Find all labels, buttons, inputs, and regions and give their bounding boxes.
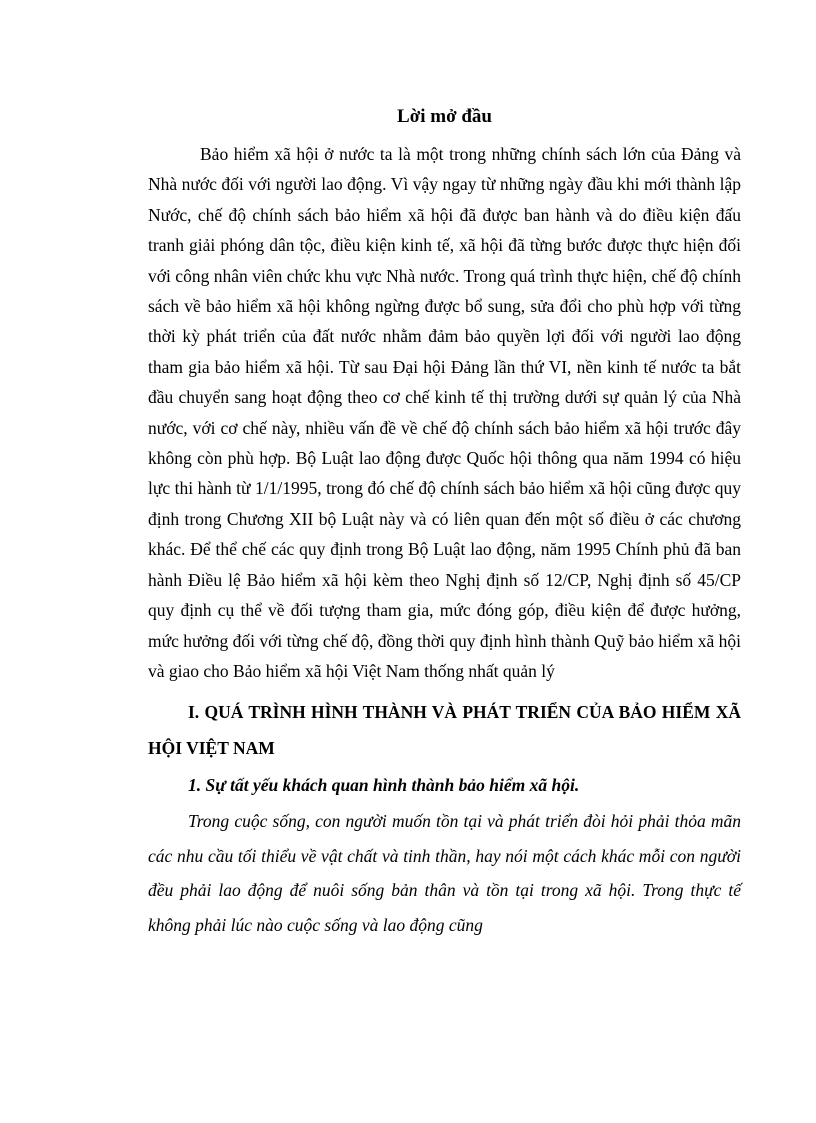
- intro-paragraph: Bảo hiểm xã hội ở nước ta là một trong những chính sách lớn của Đảng và Nhà nước đối với người lao động. Vì vậy ngay từ những ngày đầu khi mới thành lập Nước, chế độ chính sách bảo hiểm xã hội đã được ban hành và do điều kiện đấu tranh giải phóng dân tộc, điều kiện kinh tế, xã hội đã từng bước được thực hiện đối với công nhân viên chức khu vực Nhà nước. Trong quá trình thực hiện, chế độ chính sách về bảo hiểm xã hội không ngừng được bổ sung, sửa đổi cho phù hợp với từng thời kỳ phát triển của đất nước nhằm đảm bảo quyền lợi đối với người lao động tham gia bảo hiểm xã hội. Từ sau Đại hội Đảng lần thứ VI, nền kinh tế nước ta bắt đầu chuyển sang hoạt động theo cơ chế kinh tế thị trường dưới sự quản lý của Nhà nước, với cơ chế này, nhiều vấn đề về chế độ chính sách bảo hiểm xã hội trước đây không còn phù hợp. Bộ Luật lao động được Quốc hội thông qua năm 1994 có hiệu lực thi hành từ 1/1/1995, trong đó chế độ chính sách bảo hiểm xã hội cũng được quy định trong Chương XII bộ Luật này và có liên quan đến một số điều ở các chương khác. Để thể chế các quy định trong Bộ Luật lao động, năm 1995 Chính phủ đã ban hành Điều lệ Bảo hiểm xã hội kèm theo Nghị định số 12/CP, Nghị định số 45/CP quy định cụ thể về đối tượng tham gia, mức đóng góp, điều kiện để được hưởng, mức hưởng đối với từng chế độ, đồng thời quy định hình thành Quỹ bảo hiểm xã hội và giao cho Bảo hiểm xã hội Việt Nam thống nhất quản lý: [148, 144, 741, 681]
- page-title: Lời mở đầu: [397, 106, 492, 127]
- body-paragraph: Trong cuộc sống, con người muốn tồn tại và phát triển đòi hỏi phải thỏa mãn các nhu cầu tối thiểu về vật chất và tinh thần, hay nói một cách khác mỗi con người đều phải lao động để nuôi sống bản thân và tồn tại trong xã hội. Trong thực tế không phải lúc nào cuộc sống và lao động cũng: [148, 811, 741, 935]
- document-page: [148, 96, 741, 942]
- subsection-heading: 1. Sự tất yếu khách quan hình thành bảo hiểm xã hội.: [188, 775, 580, 796]
- section-heading: I. QUÁ TRÌNH HÌNH THÀNH VÀ PHÁT TRIỂN CỦA BẢO HIỂM XÃ HỘI VIỆT NAM: [148, 702, 741, 759]
